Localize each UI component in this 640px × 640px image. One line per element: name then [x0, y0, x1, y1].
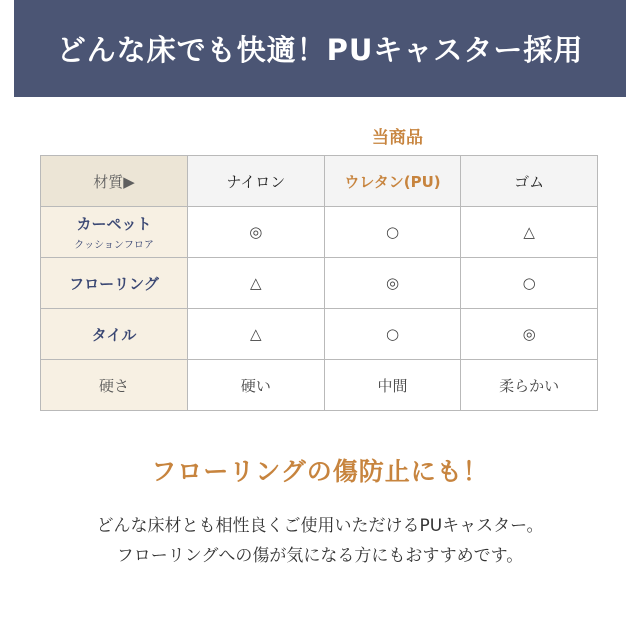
rating-cell: △: [188, 309, 325, 360]
table-row: [41, 258, 598, 309]
rating-cell: ◎: [188, 207, 325, 258]
description-line: フローリングへの傷が気になる方にもおすすめです。: [116, 546, 524, 566]
row-label-flooring: フローリング: [41, 258, 188, 309]
caster-comparison-table: [40, 155, 598, 411]
row-label-hardness: 硬さ: [41, 360, 188, 411]
table-row: [41, 309, 598, 360]
material-corner-label: 材質▶: [41, 156, 188, 207]
banner-title: どんな床でも快適！PUキャスター採用: [56, 33, 584, 67]
table-row: [41, 360, 598, 411]
row-label-carpet: [41, 207, 188, 258]
table-row: [41, 207, 598, 258]
table-header-row: [41, 156, 598, 207]
rating-cell: △: [188, 258, 325, 309]
row-label-text: カーペット: [76, 215, 152, 233]
rating-cell: ◎: [461, 309, 598, 360]
description-line: どんな床材とも相性良くご使用いただけるPUキャスター。: [96, 516, 544, 536]
rating-cell: ◎: [324, 258, 461, 309]
rating-cell: ○: [461, 258, 598, 309]
rating-cell: ○: [324, 309, 461, 360]
row-sublabel: クッションフロア: [74, 240, 154, 251]
rating-cell: ○: [324, 207, 461, 258]
hardness-cell: 中間: [324, 360, 461, 411]
feature-headline: フローリングの傷防止にも！: [151, 457, 489, 486]
row-label-tile: タイル: [41, 309, 188, 360]
hardness-cell: 柔らかい: [461, 360, 598, 411]
column-header-nylon: ナイロン: [188, 156, 325, 207]
our-product-label: 当商品: [372, 127, 423, 148]
column-header-rubber: ゴム: [461, 156, 598, 207]
hardness-cell: 硬い: [188, 360, 325, 411]
top-banner: [14, 0, 626, 97]
rating-cell: △: [461, 207, 598, 258]
column-header-urethane: ウレタン(PU): [324, 156, 461, 207]
